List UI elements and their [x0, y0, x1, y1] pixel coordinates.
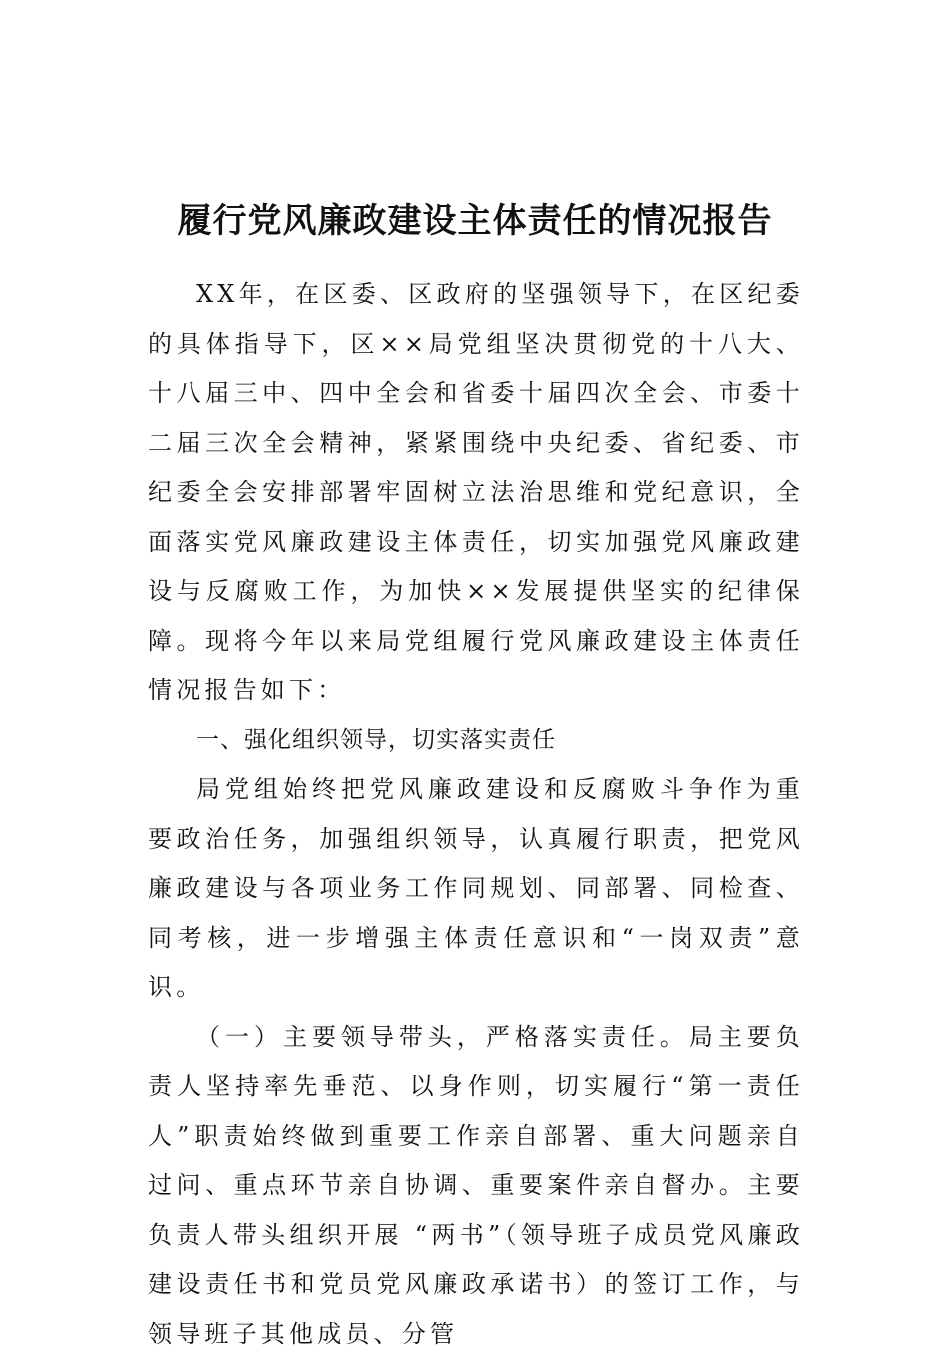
- document-body: [148, 270, 804, 1359]
- subsection-paragraph: （一）主要领导带头，严格落实责任。局主要负责人坚持率先垂范、以身作则，切实履行“第一责任人”职责始终做到重要工作亲自部署、重大问题亲自过问、重点环节亲自协调、重要案件亲自督办。主要负责人带头组织开展 “两书”（领导班子成员党风廉政建设责任书和党员党风廉政承诺书）的签订工作，与领导班子其他成员、分管: [148, 1013, 804, 1359]
- section-paragraph: 局党组始终把党风廉政建设和反腐败斗争作为重要政治任务，加强组织领导，认真履行职责，把党风廉政建设与各项业务工作同规划、同部署、同检查、同考核，进一步增强主体责任意识和“一岗双责”意识。: [148, 765, 804, 1013]
- document-title: 履行党风廉政建设主体责任的情况报告: [0, 196, 950, 246]
- intro-paragraph: XX年，在区委、区政府的坚强领导下，在区纪委的具体指导下，区××局党组坚决贯彻党的十八大、十八届三中、四中全会和省委十届四次全会、市委十二届三次全会精神，紧紧围绕中央纪委、省纪委、市纪委全会安排部署牢固树立法治思维和党纪意识，全面落实党风廉政建设主体责任，切实加强党风廉政建设与反腐败工作，为加快××发展提供坚实的纪律保障。现将今年以来局党组履行党风廉政建设主体责任情况报告如下：: [148, 270, 804, 716]
- section-heading: 一、强化组织领导，切实落实责任: [148, 716, 804, 766]
